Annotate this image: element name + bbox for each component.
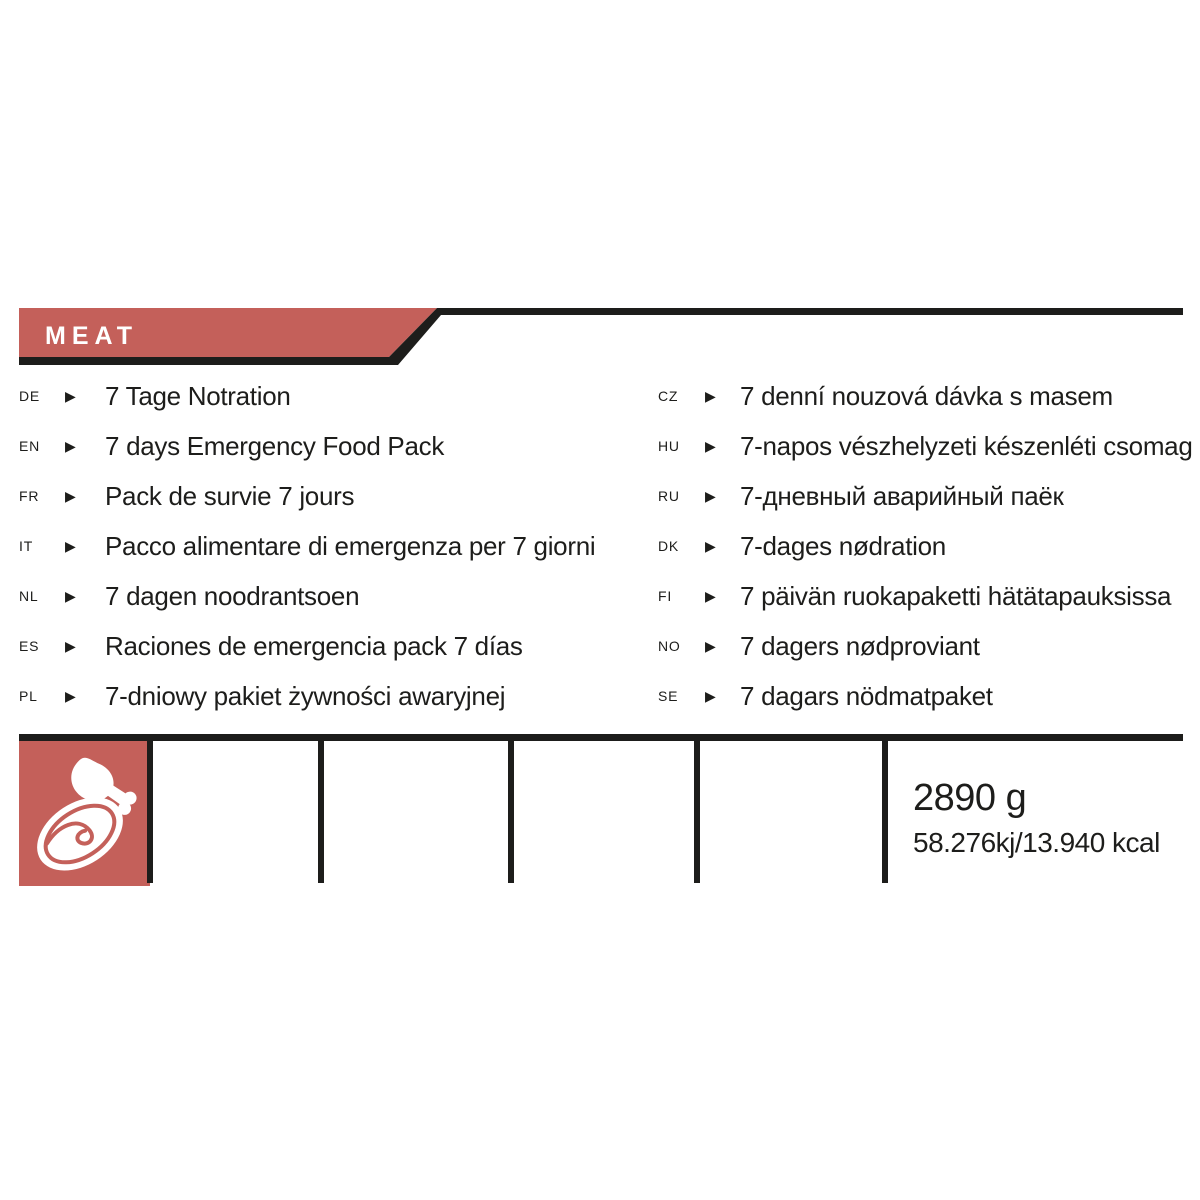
arrow-bullet-icon: ▶ [705, 538, 716, 554]
language-text: 7-дневный аварийный паёк [740, 480, 1064, 511]
language-code: FR [19, 488, 40, 504]
language-text: 7-napos vészhelyzeti készenléti csomag [740, 430, 1193, 461]
language-row-de [19, 371, 651, 421]
language-text: 7 dagen noodrantsoen [105, 580, 360, 611]
language-column-right [658, 371, 1192, 721]
language-code: PL [19, 688, 38, 704]
language-text: 7 dagars nödmatpaket [740, 680, 993, 711]
language-code: IT [19, 538, 34, 554]
language-row-pl [19, 671, 651, 721]
arrow-bullet-icon: ▶ [65, 588, 76, 604]
language-text: 7 denní nouzová dávka s masem [740, 380, 1113, 411]
language-code: HU [658, 438, 680, 454]
language-column-left [19, 371, 651, 721]
language-row-it [19, 521, 651, 571]
language-code: NO [658, 638, 681, 654]
language-code: EN [19, 438, 41, 454]
arrow-bullet-icon: ▶ [65, 638, 76, 654]
language-code: CZ [658, 388, 679, 404]
arrow-bullet-icon: ▶ [705, 588, 716, 604]
grid-top-line [19, 734, 1183, 741]
arrow-bullet-icon: ▶ [65, 688, 76, 704]
language-text: 7 Tage Notration [105, 380, 291, 411]
language-row-es [19, 621, 651, 671]
language-row-en [19, 421, 651, 471]
language-code: DK [658, 538, 680, 554]
grid-divider [147, 741, 153, 883]
language-row-nl [19, 571, 651, 621]
grid-divider [318, 741, 324, 883]
category-title: MEAT [45, 322, 138, 350]
language-row-cz [658, 371, 1192, 421]
language-text: 7-dages nødration [740, 530, 946, 561]
language-row-fr [19, 471, 651, 521]
language-row-no [658, 621, 1192, 671]
language-text: 7 dagers nødproviant [740, 630, 980, 661]
language-row-fi [658, 571, 1192, 621]
language-code: DE [19, 388, 41, 404]
language-text: 7 days Emergency Food Pack [105, 430, 445, 461]
summary-block [913, 778, 1160, 859]
language-code: SE [658, 688, 679, 704]
energy-value: 58.276kj/13.940 kcal [913, 826, 1160, 858]
arrow-bullet-icon: ▶ [65, 488, 76, 504]
arrow-bullet-icon: ▶ [705, 388, 716, 404]
meat-icon [19, 741, 150, 886]
language-row-se [658, 671, 1192, 721]
language-text: Pack de survie 7 jours [105, 480, 355, 511]
language-code: NL [19, 588, 39, 604]
grid-divider [694, 741, 700, 883]
arrow-bullet-icon: ▶ [705, 438, 716, 454]
language-row-dk [658, 521, 1192, 571]
language-text: Pacco alimentare di emergenza per 7 giorni [105, 530, 596, 561]
language-code: FI [658, 588, 673, 604]
language-text: Raciones de emergencia pack 7 días [105, 630, 523, 661]
arrow-bullet-icon: ▶ [65, 438, 76, 454]
language-row-hu [658, 421, 1192, 471]
total-weight: 2890 g [913, 777, 1027, 819]
language-row-ru [658, 471, 1192, 521]
arrow-bullet-icon: ▶ [705, 688, 716, 704]
language-text: 7 päivän ruokapaketti hätätapauksissa [740, 580, 1172, 611]
arrow-bullet-icon: ▶ [705, 638, 716, 654]
grid-divider [508, 741, 514, 883]
grid-divider [882, 741, 888, 883]
arrow-bullet-icon: ▶ [705, 488, 716, 504]
category-banner [0, 300, 1200, 380]
arrow-bullet-icon: ▶ [65, 538, 76, 554]
language-code: ES [19, 638, 40, 654]
language-text: 7-dniowy pakiet żywności awaryjnej [105, 680, 506, 711]
arrow-bullet-icon: ▶ [65, 388, 76, 404]
language-code: RU [658, 488, 680, 504]
